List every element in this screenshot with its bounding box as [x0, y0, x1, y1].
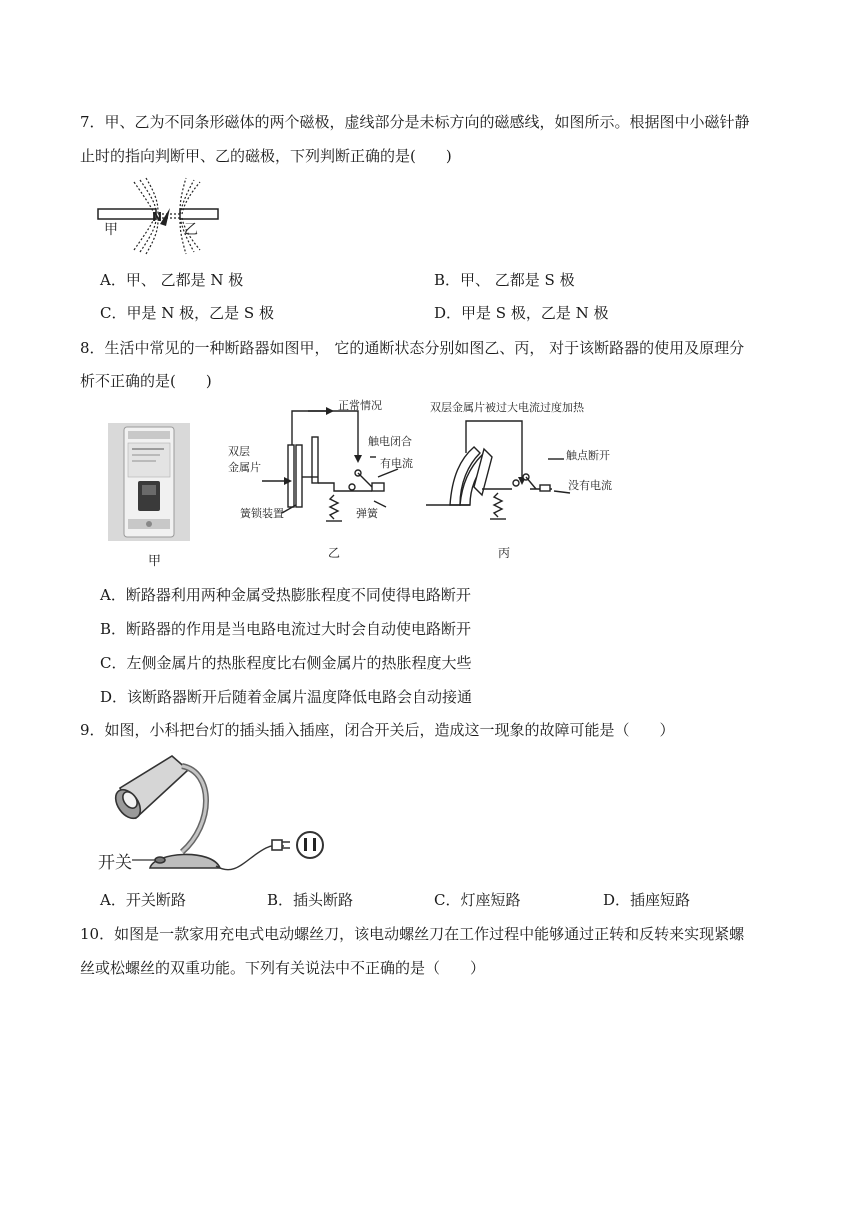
- q10-stem-line2: 丝或松螺丝的双重功能。下列有关说法中不正确的是（ ）: [80, 959, 486, 977]
- q8-caption-jia: 甲: [148, 554, 162, 569]
- label-spring: 弹簧: [356, 507, 378, 520]
- q8-option-d[interactable]: D．该断路器断开后随着金属片温度降低电路会自动接通: [100, 688, 473, 706]
- q8-option-b[interactable]: B．断路器的作用是当电路电流过大时会自动使电路断开: [100, 620, 472, 638]
- label-bimetal-2: 金属片: [228, 461, 261, 474]
- magnet-jia: [98, 209, 156, 219]
- q8-stem-line2: 析不正确的是( ): [80, 372, 212, 390]
- q8-stem-line1: 8．生活中常见的一种断路器如图甲， 它的通断状态分别如图乙、丙， 对于该断路器的使用及原理分: [80, 339, 745, 357]
- q7-option-a[interactable]: A．甲、 乙都是 N 极: [100, 271, 244, 289]
- q9-option-d[interactable]: D．插座短路: [603, 891, 691, 909]
- label-normal: 正常情况: [338, 399, 382, 412]
- q9-option-a[interactable]: A．开关断路: [100, 891, 186, 909]
- q9-desk-lamp-figure: [96, 748, 336, 878]
- q8-option-a[interactable]: A．断路器利用两种金属受热膨胀程度不同使得电路断开: [100, 586, 471, 604]
- q8-breaker-photo: [108, 423, 190, 541]
- label-bimetal-heated: 双层金属片被过大电流过度加热: [430, 401, 584, 414]
- q9-option-c[interactable]: C．灯座短路: [434, 891, 521, 909]
- q9-option-b[interactable]: B．插头断路: [267, 891, 354, 909]
- label-bimetal-1: 双层: [228, 445, 250, 458]
- q8-option-c[interactable]: C．左侧金属片的热胀程度比右侧金属片的热胀程度大些: [100, 654, 472, 672]
- q7-stem-line1: 7．甲、乙为不同条形磁体的两个磁极，虚线部分是未标方向的磁感线，如图所示。根据图中小磁针静: [80, 113, 750, 131]
- label-contact-open: 触点断开: [566, 449, 610, 462]
- q7-option-b[interactable]: B．甲、 乙都是 S 极: [434, 271, 575, 289]
- label-has-current: 有电流: [380, 457, 413, 470]
- switch-label: 开关: [98, 853, 132, 873]
- q7-option-d[interactable]: D．甲是 S 极，乙是 N 极: [434, 304, 609, 322]
- q9-stem: 9．如图，小科把台灯的插头插入插座，闭合开关后，造成这一现象的故障可能是（ ）: [80, 721, 675, 739]
- magnet-yi: [180, 209, 218, 219]
- caption-bing: 丙: [498, 546, 511, 560]
- q10-stem-line1: 10．如图是一款家用充电式电动螺丝刀，该电动螺丝刀在工作过程中能够通过正转和反转来实现紧螺: [80, 925, 745, 943]
- q7-option-c[interactable]: C．甲是 N 极，乙是 S 极: [100, 304, 274, 322]
- label-latch: 簧锁装置: [240, 507, 284, 520]
- q8-breaker-diagram-bing: [426, 397, 620, 561]
- q7-magnet-figure: [96, 176, 220, 256]
- caption-yi: 乙: [328, 546, 341, 560]
- label-no-current: 没有电流: [568, 479, 612, 492]
- q7-stem-line2: 止时的指向判断甲、乙的磁极，下列判断正确的是( ): [80, 147, 452, 165]
- label-jia: 甲: [104, 222, 118, 238]
- q8-breaker-diagram-yi: [222, 397, 418, 561]
- needle-label: N: [152, 210, 163, 224]
- label-contact-closed: 触电闭合: [368, 435, 412, 448]
- label-yi: 乙: [184, 222, 198, 238]
